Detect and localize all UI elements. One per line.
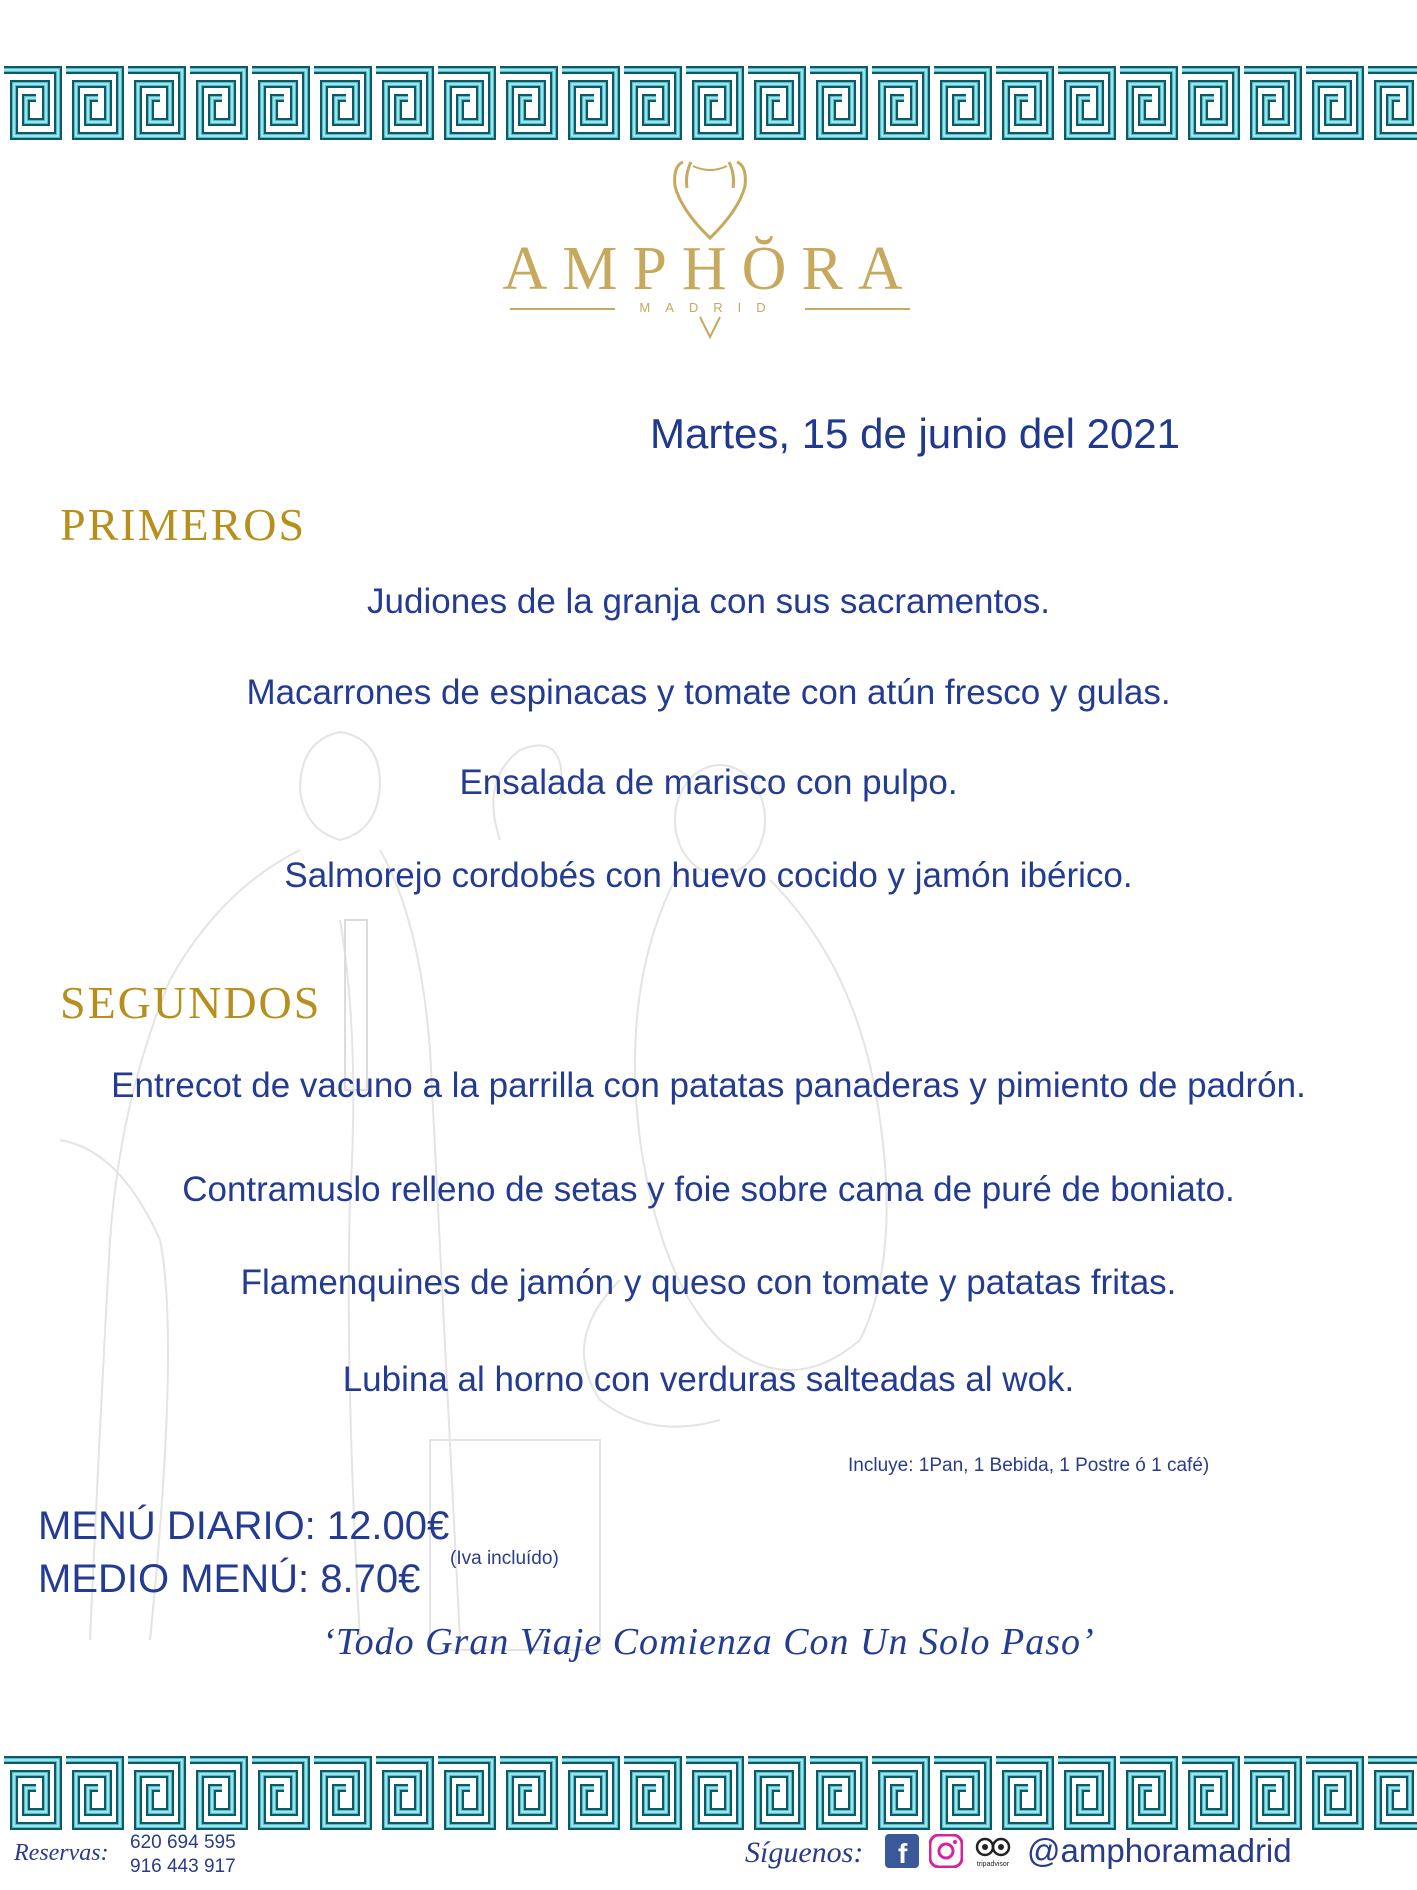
includes-note: Incluye: 1Pan, 1 Bebida, 1 Postre ó 1 café): [848, 1455, 1210, 1476]
segundos-item: Entrecot de vacuno a la parrilla con patatas panaderas y pimiento de padrón.: [111, 1066, 1306, 1105]
phone-number[interactable]: 916 443 917: [130, 1856, 236, 1877]
greek-key-border-top: [0, 62, 1417, 144]
segundos-heading: SEGUNDOS: [60, 977, 322, 1028]
segundos-item: Flamenquines de jamón y queso con tomate y patatas fritas.: [240, 1263, 1177, 1302]
brand-subtitle: MADRID: [639, 300, 781, 315]
half-menu-price: MEDIO MENÚ: 8.70€: [38, 1557, 421, 1601]
primeros-item: Judiones de la granja con sus sacramentos.: [367, 582, 1050, 621]
reservas-label: Reservas:: [14, 1840, 109, 1866]
facebook-icon[interactable]: [885, 1834, 919, 1868]
menu-daily-price: MENÚ DIARIO: 12.00€: [38, 1504, 450, 1548]
primeros-item: Ensalada de marisco con pulpo.: [459, 763, 958, 802]
brand-logo: [500, 160, 920, 350]
follow-label: Síguenos:: [745, 1836, 864, 1869]
greek-key-border-bottom: [0, 1752, 1417, 1834]
iva-note: (Iva incluído): [450, 1548, 559, 1569]
tripadvisor-label: tripadvisor: [976, 1861, 1010, 1868]
primeros-item: Salmorejo cordobés con huevo cocido y jamón ibérico.: [284, 856, 1133, 895]
logo-underline: [500, 305, 920, 345]
tripadvisor-icon[interactable]: [973, 1834, 1013, 1868]
primeros-heading: PRIMEROS: [60, 499, 307, 550]
primeros-item: Macarrones de espinacas y tomate con atún fresco y gulas.: [246, 673, 1171, 712]
amphora-icon: [663, 160, 757, 240]
social-handle[interactable]: @amphoramadrid: [1027, 1832, 1292, 1869]
motto: ‘Todo Gran Viaje Comienza Con Un Solo Paso’: [322, 1621, 1095, 1663]
segundos-item: Contramuslo relleno de setas y foie sobre cama de puré de boniato.: [182, 1170, 1235, 1209]
instagram-icon[interactable]: [929, 1834, 963, 1868]
svg-text:f: f: [898, 1838, 908, 1868]
segundos-item: Lubina al horno con verduras salteadas al wok.: [342, 1360, 1075, 1399]
brand-name: AMPHŎRA: [502, 235, 918, 303]
phone-number[interactable]: 620 694 595: [130, 1832, 236, 1853]
menu-date: Martes, 15 de junio del 2021: [650, 410, 1181, 457]
